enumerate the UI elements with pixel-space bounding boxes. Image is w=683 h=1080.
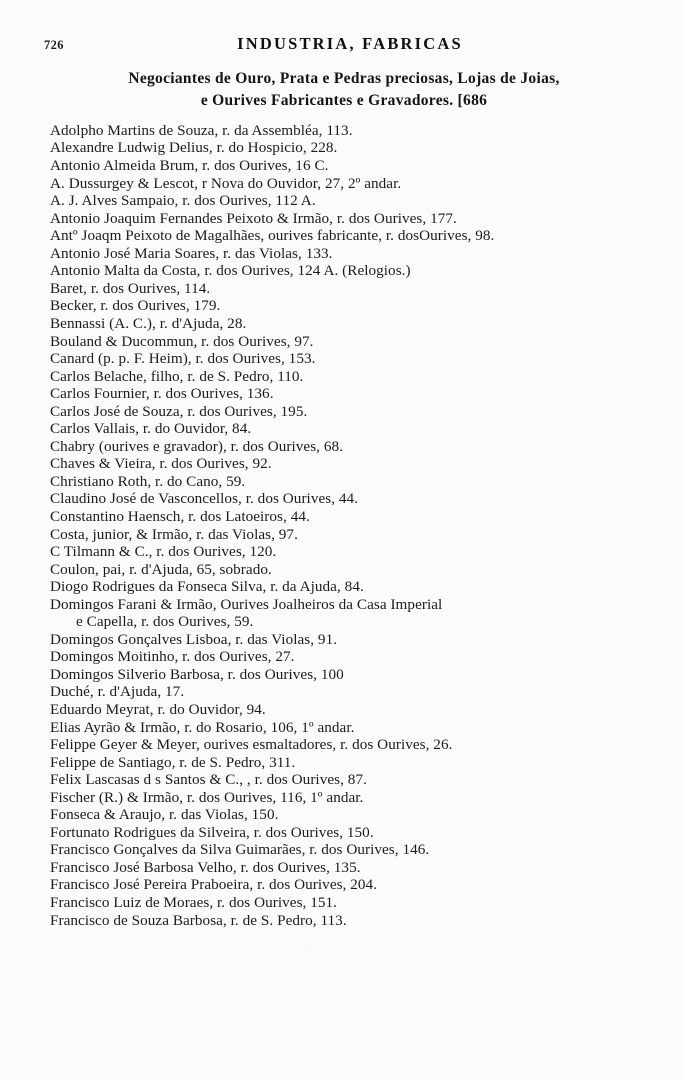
list-item: Baret, r. dos Ourives, 114. xyxy=(50,279,211,297)
list-item: Coulon, pai, r. d'Ajuda, 65, sobrado. xyxy=(50,560,272,578)
running-head: INDUSTRIA, FABRICAS xyxy=(237,34,463,53)
list-item: Antonio Malta da Costa, r. dos Ourives, 124 A. (Relogios.) xyxy=(50,262,411,280)
list-item: Antonio José Maria Soares, r. das Violas, 133. xyxy=(50,244,333,262)
list-item: Chaves & Vieira, r. dos Ourives, 92. xyxy=(50,455,272,473)
list-item: Adolpho Martins de Souza, r. da Assembléa, 113. xyxy=(50,121,353,139)
list-item: Constantino Haensch, r. dos Latoeiros, 44. xyxy=(50,507,310,525)
list-item: Canard (p. p. F. Heim), r. dos Ourives, 153. xyxy=(50,350,316,368)
list-item: Fischer (R.) & Irmão, r. dos Ourives, 116, 1º andar. xyxy=(50,788,364,806)
list-item-continuation: e Capella, r. dos Ourives, 59. xyxy=(76,613,254,631)
list-item: Fortunato Rodrigues da Silveira, r. dos Ourives, 150. xyxy=(50,823,374,841)
section-title-line-1: Negociantes de Ouro, Prata e Pedras preciosas, Lojas de Joias, xyxy=(128,70,560,87)
list-item: A. Dussurgey & Lescot, r Nova do Ouvidor, 27, 2º andar. xyxy=(50,174,402,192)
list-item: Antonio Joaquim Fernandes Peixoto & Irmão, r. dos Ourives, 177. xyxy=(50,209,457,227)
folio-number: 726 xyxy=(44,38,64,52)
list-item: Francisco de Souza Barbosa, r. de S. Pedro, 113. xyxy=(50,911,347,929)
list-item: Felippe Geyer & Meyer, ourives esmaltadores, r. dos Ourives, 26. xyxy=(50,736,453,754)
list-item: Domingos Moitinho, r. dos Ourives, 27. xyxy=(50,648,295,666)
list-item: Eduardo Meyrat, r. do Ouvidor, 94. xyxy=(50,700,266,718)
section-title xyxy=(64,68,624,113)
list-item: Domingos Gonçalves Lisboa, r. das Violas, 91. xyxy=(50,630,338,648)
list-item: Francisco José Pereira Praboeira, r. dos Ourives, 204. xyxy=(50,876,378,894)
list-item: Alexandre Ludwig Delius, r. do Hospicio, 228. xyxy=(50,139,338,157)
list-item: Francisco Luiz de Moraes, r. dos Ourives, 151. xyxy=(50,894,338,911)
page-content xyxy=(44,34,644,929)
list-item: Felix Lascasas d s Santos & C., , r. dos Ourives, 87. xyxy=(50,771,367,789)
list-item: Elias Ayrão & Irmão, r. do Rosario, 106, 1º andar. xyxy=(50,718,355,736)
list-item: Felippe de Santiago, r. de S. Pedro, 311. xyxy=(50,753,296,771)
list-item: Christiano Roth, r. do Cano, 59. xyxy=(50,472,246,490)
list-item: C Tilmann & C., r. dos Ourives, 120. xyxy=(50,543,277,561)
list-item: Bouland & Ducommun, r. dos Ourives, 97. xyxy=(50,332,314,350)
list-item: Bennassi (A. C.), r. d'Ajuda, 28. xyxy=(50,314,247,332)
list-item: Duché, r. d'Ajuda, 17. xyxy=(50,683,185,701)
list-item: A. J. Alves Sampaio, r. dos Ourives, 112 A. xyxy=(50,192,316,210)
list-item: Carlos Vallais, r. do Ouvidor, 84. xyxy=(50,420,252,438)
list-item: Francisco José Barbosa Velho, r. dos Ourives, 135. xyxy=(50,858,361,876)
list-item: Becker, r. dos Ourives, 179. xyxy=(50,297,221,315)
list-item: Chabry (ourives e gravador), r. dos Ourives, 68. xyxy=(50,437,344,455)
list-item: Fonseca & Araujo, r. das Violas, 150. xyxy=(50,806,279,824)
list-item: Carlos José de Souza, r. dos Ourives, 195. xyxy=(50,402,308,420)
section-title-line-2: e Ourives Fabricantes e Gravadores. [686 xyxy=(200,92,488,110)
directory-entry-list xyxy=(44,122,644,929)
list-item: Domingos Silverio Barbosa, r. dos Ourives, 100 xyxy=(50,665,344,683)
list-item: Carlos Belache, filho, r. de S. Pedro, 110. xyxy=(50,367,304,385)
list-item: Diogo Rodrigues da Fonseca Silva, r. da Ajuda, 84. xyxy=(50,578,364,596)
list-item: Antonio Almeida Brum, r. dos Ourives, 16 C. xyxy=(50,157,329,175)
list-item: Costa, junior, & Irmão, r. das Violas, 97. xyxy=(50,525,298,543)
page-header xyxy=(44,34,644,56)
list-item xyxy=(50,596,644,631)
list-item: Antº Joaqm Peixoto de Magalhães, ourives fabricante, r. dosOurives, 98. xyxy=(50,227,495,245)
list-item: Claudino José de Vasconcellos, r. dos Ourives, 44. xyxy=(50,490,359,508)
list-item-text: Domingos Farani & Irmão, Ourives Joalheiros da Casa Imperial xyxy=(50,595,443,613)
list-item: Francisco Gonçalves da Silva Guimarães, r. dos Ourives, 146. xyxy=(50,841,430,859)
list-item: Carlos Fournier, r. dos Ourives, 136. xyxy=(50,385,274,403)
